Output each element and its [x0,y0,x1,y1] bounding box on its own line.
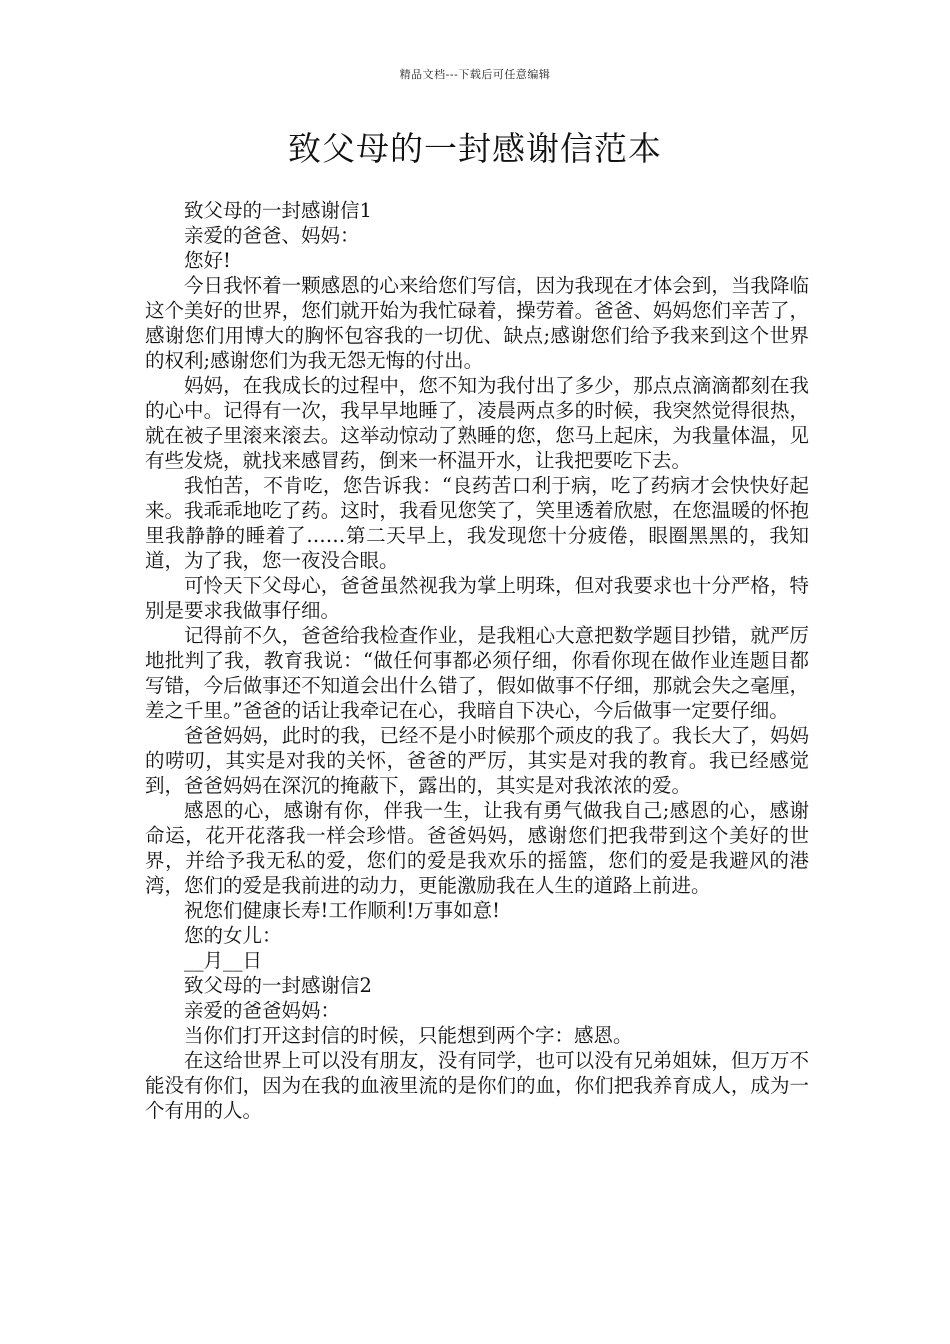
document-body [145,198,809,1123]
body-paragraph: 在这给世界上可以没有朋友，没有同学，也可以没有兄弟姐妹，但万万不能没有你们，因为在我的血液里流的是你们的血，你们把我养育成人，成为一个有用的人。 [145,1049,809,1122]
body-paragraph: 感恩的心，感谢有你，伴我一生，让我有勇气做我自己;感恩的心，感谢命运，花开花落我一样会珍惜。爸爸妈妈，感谢您们把我带到这个美好的世界，并给予我无私的爱，您们的爱是我欢乐的摇篮，您们的爱是我避风的港湾，您们的爱是我前进的动力，更能激励我在人生的道路上前进。 [145,799,809,897]
body-paragraph: 今日我怀着一颗感恩的心来给您们写信，因为我现在才体会到，当我降临这个美好的世界，您们就开始为我忙碌着，操劳着。爸爸、妈妈您们辛苦了，感谢您们用博大的胸怀包容我的一切优、缺点;感谢您们给予我来到这个世界的权利;感谢您们为我无怨无悔的付出。 [145,274,809,372]
page-header-watermark: 精品文档---下载后可任意编辑 [399,68,551,81]
document-title: 致父母的一封感谢信范本 [288,129,662,168]
letter-1-heading: 致父母的一封感谢信1 [184,199,372,222]
body-paragraph: 记得前不久，爸爸给我检查作业，是我粗心大意把数学题目抄错，就严厉地批判了我，教育我说：“做任何事都必须仔细，你看你现在做作业连题目都写错，今后做事还不知道会出什么错了，假如做事不仔细，那就会失之毫厘，差之千里。”爸爸的话让我牵记在心，我暗自下决心，今后做事一定要仔细。 [145,624,809,722]
body-paragraph: 可怜天下父母心，爸爸虽然视我为掌上明珠，但对我要求也十分严格，特别是要求我做事仔细。 [145,574,809,622]
letter-1-date: __月__日 [184,949,263,972]
body-paragraph: 当你们打开这封信的时候，只能想到两个字：感恩。 [184,1024,633,1047]
body-paragraph: 妈妈，在我成长的过程中，您不知为我付出了多少，那点点滴滴都刻在我的心中。记得有一次，我早早地睡了，凌晨两点多的时候，我突然觉得很热，就在被子里滚来滚去。这举动惊动了熟睡的您，您马上起床，为我量体温，见有些发烧，就找来感冒药，倒来一杯温开水，让我把要吃下去。 [145,374,809,472]
letter-1-signature: 您的女儿： [184,924,282,947]
body-paragraph: 我怕苦，不肯吃，您告诉我：“良药苦口利于病，吃了药病才会快快好起来。我乖乖地吃了药。这时，我看见您笑了，笑里透着欣慰，在您温暖的怀抱里我静静的睡着了……第二天早上，我发现您十分疲倦，眼圈黑黑的，我知道，为了我，您一夜没合眼。 [145,474,809,572]
letter-2-heading: 致父母的一封感谢信2 [184,974,372,997]
letter-1-greeting: 您好! [184,249,231,272]
letter-1-closing-wish: 祝您们健康长寿!工作顺利!万事如意! [184,899,501,922]
body-paragraph: 爸爸妈妈，此时的我，已经不是小时候那个顽皮的我了。我长大了，妈妈的唠叨，其实是对我的关怀，爸爸的严厉，其实是对我的教育。我已经感觉到，爸爸妈妈在深沉的掩蔽下，露出的，其实是对我浓浓的爱。 [145,724,809,797]
letter-2-salutation: 亲爱的爸爸妈妈： [184,999,341,1022]
letter-1-salutation: 亲爱的爸爸、妈妈： [184,224,360,247]
